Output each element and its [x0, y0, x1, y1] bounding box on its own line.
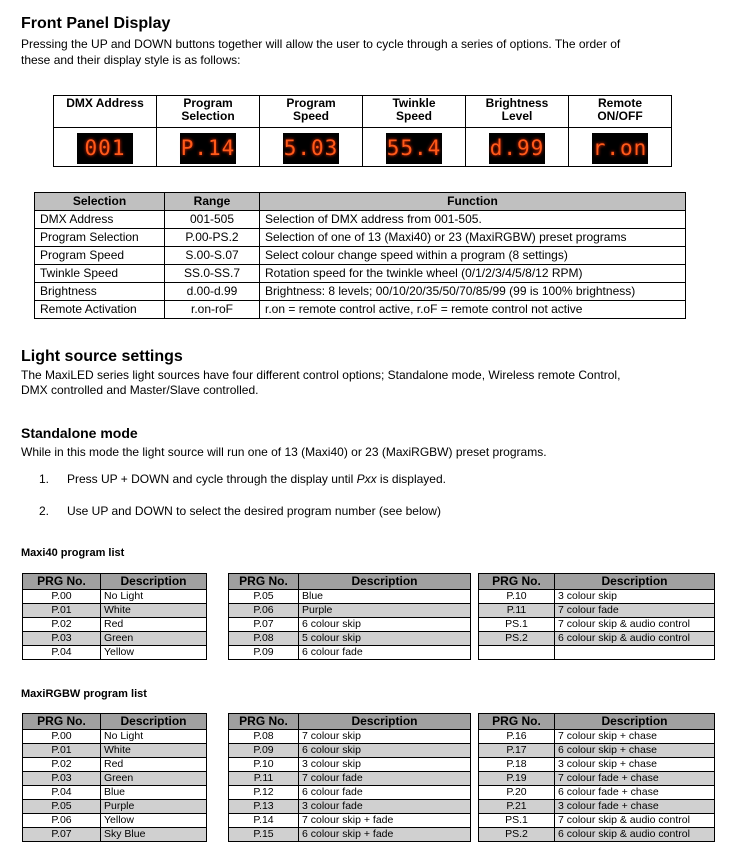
program-number: P.01: [23, 744, 101, 758]
program-number: P.09: [229, 744, 299, 758]
display-label: [363, 96, 466, 128]
table-row: [35, 247, 686, 265]
step-2: [39, 504, 441, 518]
program-number: P.21: [479, 800, 555, 814]
program-description: 6 colour skip: [299, 618, 471, 632]
step-text: Use UP and DOWN to select the desired program number (see below): [67, 504, 441, 518]
table-header-row: [23, 574, 207, 590]
front-panel-intro-1: Pressing the UP and DOWN buttons together will allow the user to cycle through a series of options. The order of: [21, 37, 621, 51]
table-row: [35, 211, 686, 229]
program-description: No Light: [101, 730, 207, 744]
table-row: [23, 632, 207, 646]
seven-segment-display: 55.4: [386, 133, 442, 164]
program-number: P.08: [229, 632, 299, 646]
display-cell: [54, 128, 157, 167]
program-description: Yellow: [101, 646, 207, 660]
program-table: [228, 713, 471, 842]
program-number: P.13: [229, 800, 299, 814]
table-cell: r.on-roF: [165, 301, 260, 319]
column-header: Selection: [35, 193, 165, 211]
column-header: PRG No.: [229, 574, 299, 590]
table-row: [229, 786, 471, 800]
table-cell: S.00-S.07: [165, 247, 260, 265]
program-description: Blue: [101, 786, 207, 800]
front-panel-heading: Front Panel Display: [21, 15, 171, 32]
table-row: [479, 604, 715, 618]
program-description: 3 colour fade: [299, 800, 471, 814]
table-row: [23, 814, 207, 828]
step-number: 1.: [39, 472, 50, 486]
program-table: [22, 573, 207, 660]
program-number: P.05: [23, 800, 101, 814]
display-label: [54, 96, 157, 128]
table-row: [23, 618, 207, 632]
display-label-line-1: DMX Address: [66, 96, 144, 110]
seven-segment-display: 001: [77, 133, 133, 164]
maxirgbw-heading: MaxiRGBW program list: [21, 688, 147, 700]
program-description: Purple: [101, 800, 207, 814]
standalone-text: While in this mode the light source will run one of 13 (Maxi40) or 23 (MaxiRGBW) preset programs.: [21, 445, 547, 459]
table-row: [23, 604, 207, 618]
display-label-line-1: Program: [286, 96, 336, 110]
program-description: 7 colour fade: [299, 772, 471, 786]
display-style-table: [53, 95, 672, 167]
program-description: Red: [101, 618, 207, 632]
table-cell: r.on = remote control active, r.oF = remote control not active: [260, 301, 686, 319]
column-header: Description: [555, 574, 715, 590]
table-row: [23, 772, 207, 786]
step-text-end: is displayed.: [376, 472, 446, 486]
seven-segment-display: P.14: [180, 133, 236, 164]
display-label-line-2: Selection: [181, 109, 235, 123]
program-number: P.07: [229, 618, 299, 632]
program-number: P.06: [23, 814, 101, 828]
program-number: P.17: [479, 744, 555, 758]
program-table: [478, 713, 715, 842]
display-cell: [363, 128, 466, 167]
program-description: 3 colour skip: [299, 758, 471, 772]
program-number: P.11: [229, 772, 299, 786]
table-cell: Select colour change speed within a program (8 settings): [260, 247, 686, 265]
table-row: [229, 590, 471, 604]
display-label: [157, 96, 260, 128]
program-description: White: [101, 744, 207, 758]
program-description: 7 colour skip + chase: [555, 730, 715, 744]
program-number: P.19: [479, 772, 555, 786]
display-cell: [260, 128, 363, 167]
display-label: [569, 96, 672, 128]
program-number: P.01: [23, 604, 101, 618]
program-number: P.10: [479, 590, 555, 604]
program-number: P.03: [23, 772, 101, 786]
table-row: [229, 828, 471, 842]
program-number: P.02: [23, 618, 101, 632]
table-row: [23, 590, 207, 604]
table-cell: SS.0-SS.7: [165, 265, 260, 283]
table-header-row: [479, 714, 715, 730]
seven-segment-display: 5.03: [283, 133, 339, 164]
column-header: PRG No.: [229, 714, 299, 730]
table-row: [23, 646, 207, 660]
program-description: 3 colour skip: [555, 590, 715, 604]
program-description: 7 colour skip: [299, 730, 471, 744]
table-row: [479, 786, 715, 800]
front-panel-intro-2: these and their display style is as follows:: [21, 53, 241, 67]
table-header-row: [35, 193, 686, 211]
table-row: [479, 828, 715, 842]
program-description: [555, 646, 715, 660]
display-cell: [569, 128, 672, 167]
table-row: [479, 618, 715, 632]
display-label-line-1: Program: [183, 96, 233, 110]
table-row: [23, 758, 207, 772]
table-cell: Brightness: 8 levels; 00/10/20/35/50/70/85/99 (99 is 100% brightness): [260, 283, 686, 301]
column-header: Description: [555, 714, 715, 730]
program-number: PS.1: [479, 814, 555, 828]
program-number: PS.2: [479, 632, 555, 646]
program-number: P.04: [23, 786, 101, 800]
table-row: [479, 646, 715, 660]
program-number: [479, 646, 555, 660]
program-description: Red: [101, 758, 207, 772]
program-description: Purple: [299, 604, 471, 618]
light-source-text-1: The MaxiLED series light sources have four different control options; Standalone mode, Wireless remote Control,: [21, 368, 621, 382]
program-description: 6 colour fade + chase: [555, 786, 715, 800]
display-label: [260, 96, 363, 128]
table-cell: 001-505: [165, 211, 260, 229]
display-cell: [157, 128, 260, 167]
program-description: 5 colour skip: [299, 632, 471, 646]
program-number: P.03: [23, 632, 101, 646]
program-description: Sky Blue: [101, 828, 207, 842]
program-number: P.15: [229, 828, 299, 842]
column-header: PRG No.: [479, 574, 555, 590]
table-row: [229, 814, 471, 828]
table-row: [479, 590, 715, 604]
column-header: PRG No.: [23, 714, 101, 730]
table-cell: Brightness: [35, 283, 165, 301]
program-description: 7 colour skip + fade: [299, 814, 471, 828]
table-row: [23, 800, 207, 814]
program-description: 7 colour skip & audio control: [555, 618, 715, 632]
display-cell: [466, 128, 569, 167]
table-row: [229, 758, 471, 772]
display-label-line-2: Level: [501, 109, 533, 123]
program-number: P.14: [229, 814, 299, 828]
table-row: [479, 632, 715, 646]
light-source-heading: Light source settings: [21, 348, 183, 365]
program-table: [22, 713, 207, 842]
table-cell: Selection of one of 13 (Maxi40) or 23 (MaxiRGBW) preset programs: [260, 229, 686, 247]
table-row: [479, 772, 715, 786]
program-description: 7 colour fade + chase: [555, 772, 715, 786]
column-header: PRG No.: [479, 714, 555, 730]
program-number: P.09: [229, 646, 299, 660]
table-row: [479, 814, 715, 828]
display-label-line-2: Speed: [395, 109, 432, 123]
program-description: 6 colour fade: [299, 646, 471, 660]
table-row: [35, 265, 686, 283]
table-header-row: [229, 714, 471, 730]
column-header: PRG No.: [23, 574, 101, 590]
program-description: No Light: [101, 590, 207, 604]
program-number: P.16: [479, 730, 555, 744]
program-number: P.07: [23, 828, 101, 842]
program-number: P.00: [23, 590, 101, 604]
program-description: Green: [101, 772, 207, 786]
program-description: 6 colour skip: [299, 744, 471, 758]
program-number: P.06: [229, 604, 299, 618]
display-label-line-1: Twinkle: [392, 96, 436, 110]
light-source-text-2: DMX controlled and Master/Slave controlled.: [21, 383, 259, 397]
program-description: 7 colour skip & audio control: [555, 814, 715, 828]
program-description: 6 colour fade: [299, 786, 471, 800]
maxi40-heading: Maxi40 program list: [21, 547, 125, 559]
program-number: P.12: [229, 786, 299, 800]
table-cell: Remote Activation: [35, 301, 165, 319]
table-cell: d.00-d.99: [165, 283, 260, 301]
step-1: [39, 472, 446, 486]
program-number: PS.1: [479, 618, 555, 632]
table-cell: Program Speed: [35, 247, 165, 265]
table-cell: Selection of DMX address from 001-505.: [260, 211, 686, 229]
table-row: [229, 772, 471, 786]
program-number: P.02: [23, 758, 101, 772]
program-number: P.18: [479, 758, 555, 772]
seven-segment-display: r.on: [592, 133, 648, 164]
column-header: Function: [260, 193, 686, 211]
table-row: [229, 604, 471, 618]
display-label-line-1: Remote: [597, 96, 642, 110]
program-description: 6 colour skip + chase: [555, 744, 715, 758]
display-label: [466, 96, 569, 128]
table-row: [23, 828, 207, 842]
column-header: Description: [101, 714, 207, 730]
step-number: 2.: [39, 504, 50, 518]
table-cell: Twinkle Speed: [35, 265, 165, 283]
program-number: P.10: [229, 758, 299, 772]
program-table: [478, 573, 715, 660]
step-text: Press UP + DOWN and cycle through the display until: [67, 472, 357, 486]
program-description: 7 colour fade: [555, 604, 715, 618]
table-row: [23, 786, 207, 800]
table-cell: Program Selection: [35, 229, 165, 247]
program-number: PS.2: [479, 828, 555, 842]
column-header: Description: [101, 574, 207, 590]
display-label-line-2: Speed: [292, 109, 329, 123]
selection-table: [34, 192, 686, 319]
table-row: [229, 646, 471, 660]
table-row: [479, 730, 715, 744]
standalone-heading: Standalone mode: [21, 425, 138, 441]
program-description: Blue: [299, 590, 471, 604]
program-description: 3 colour fade + chase: [555, 800, 715, 814]
table-header-row: [23, 714, 207, 730]
table-row: [229, 730, 471, 744]
table-row: [229, 800, 471, 814]
table-cell: Rotation speed for the twinkle wheel (0/1/2/3/4/5/8/12 RPM): [260, 265, 686, 283]
table-row: [229, 618, 471, 632]
program-number: P.08: [229, 730, 299, 744]
table-row: [35, 229, 686, 247]
program-number: P.00: [23, 730, 101, 744]
step-emphasis: Pxx: [356, 472, 377, 486]
table-row: [479, 800, 715, 814]
program-number: P.05: [229, 590, 299, 604]
display-label-line-1: Brightness: [485, 96, 549, 110]
program-description: 6 colour skip + fade: [299, 828, 471, 842]
column-header: Description: [299, 574, 471, 590]
program-description: Yellow: [101, 814, 207, 828]
column-header: Range: [165, 193, 260, 211]
table-row: [35, 301, 686, 319]
program-number: P.11: [479, 604, 555, 618]
table-cell: DMX Address: [35, 211, 165, 229]
column-header: Description: [299, 714, 471, 730]
seven-segment-display: d.99: [489, 133, 545, 164]
table-row: [479, 744, 715, 758]
table-header-row: [479, 574, 715, 590]
table-row: [479, 758, 715, 772]
table-row: [35, 283, 686, 301]
program-description: White: [101, 604, 207, 618]
table-row: [229, 632, 471, 646]
display-label-line-2: ON/OFF: [597, 109, 643, 123]
program-description: 6 colour skip & audio control: [555, 632, 715, 646]
table-cell: P.00-PS.2: [165, 229, 260, 247]
table-row: [23, 744, 207, 758]
program-table: [228, 573, 471, 660]
table-header-row: [229, 574, 471, 590]
program-description: 3 colour skip + chase: [555, 758, 715, 772]
program-number: P.20: [479, 786, 555, 800]
program-description: 6 colour skip & audio control: [555, 828, 715, 842]
program-description: Green: [101, 632, 207, 646]
table-row: [23, 730, 207, 744]
program-number: P.04: [23, 646, 101, 660]
table-row: [229, 744, 471, 758]
